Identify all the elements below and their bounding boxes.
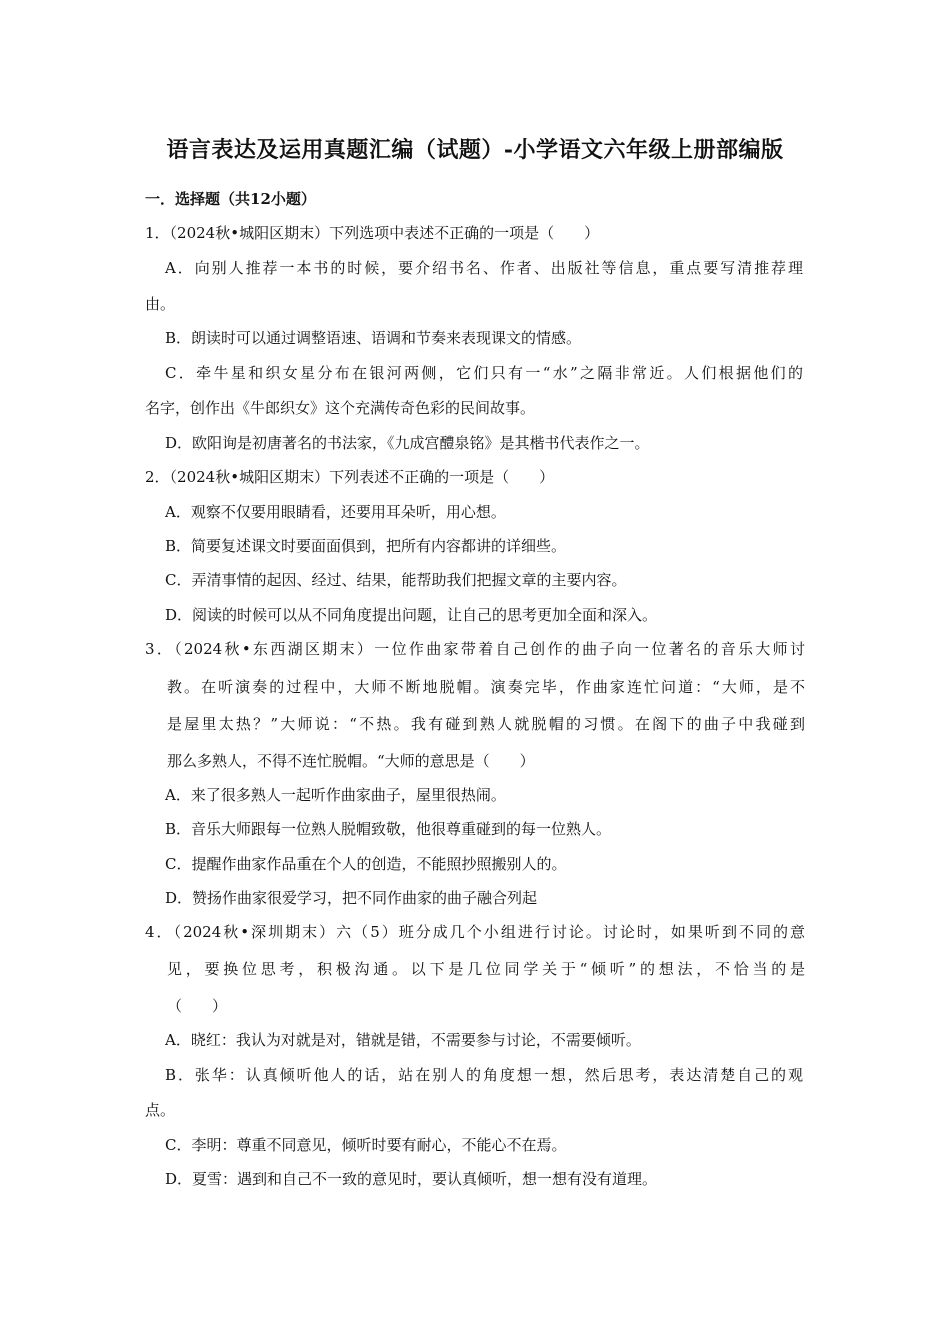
question-1-option-d: D．欧阳询是初唐著名的书法家，《九成宫醴泉铭》是其楷书代表作之一。 — [165, 434, 650, 452]
document-title: 语言表达及运用真题汇编（试题）-小学语文六年级上册部编版 — [166, 137, 784, 163]
question-4-option-c: C．李明：尊重不同意见，倾听时要有耐心，不能心不在焉。 — [165, 1136, 567, 1154]
question-3-stem-line-3: 是屋里太热？”大师说：“不热。我有碰到熟人就脱帽的习惯。在阁下的曲子中我碰到 — [167, 715, 805, 733]
question-3-stem-line-4: 那么多熟人，不得不连忙脱帽。“大师的意思是（ ） — [167, 752, 535, 770]
question-2-option-d: D．阅读的时候可以从不同角度提出问题，让自己的思考更加全面和深入。 — [165, 606, 658, 624]
question-3-option-d: D．赞扬作曲家很爱学习，把不同作曲家的曲子融合列起 — [165, 889, 538, 907]
question-4-stem-line-3: （ ） — [167, 997, 228, 1015]
question-2-option-a: A．观察不仅要用眼睛看，还要用耳朵听，用心想。 — [165, 503, 506, 521]
question-1-stem: 1．（2024秋•城阳区期末）下列选项中表述不正确的一项是（ ） — [145, 224, 600, 242]
question-2-option-b: B．简要复述课文时要面面俱到，把所有内容都讲的详细些。 — [165, 537, 567, 555]
question-4-stem-line-2: 见，要换位思考，积极沟通。以下是几位同学关于“倾听”的想法，不恰当的是 — [167, 960, 805, 978]
question-3-stem-line-2: 教。在听演奏的过程中，大师不断地脱帽。演奏完毕，作曲家连忙问道：“大师，是不 — [167, 678, 805, 696]
question-2-option-c: C．弄清事情的起因、经过、结果，能帮助我们把握文章的主要内容。 — [165, 571, 627, 589]
question-2-stem: 2．（2024秋•城阳区期末）下列表述不正确的一项是（ ） — [145, 468, 555, 486]
question-4-option-b: B．张华：认真倾听他人的话，站在别人的角度想一想，然后思考，表达清楚自己的观 — [165, 1066, 803, 1084]
question-4-stem-line-1: 4．（2024秋•深圳期末）六（5）班分成几个小组进行讨论。讨论时，如果听到不同的意 — [145, 923, 805, 941]
question-1-option-c-cont: 名字，创作出《牛郎织女》这个充满传奇色彩的民间故事。 — [145, 399, 536, 417]
question-4-option-b-cont: 点。 — [145, 1101, 176, 1119]
question-4-option-a: A．晓红：我认为对就是对，错就是错，不需要参与讨论，不需要倾听。 — [165, 1031, 641, 1049]
section-heading: 一．选择题（共12小题） — [145, 190, 316, 208]
question-4-option-d: D．夏雪：遇到和自己不一致的意见时，要认真倾听，想一想有没有道理。 — [165, 1170, 658, 1188]
question-1-option-a-cont: 由。 — [145, 295, 176, 313]
question-3-option-b: B．音乐大师跟每一位熟人脱帽致敬，他很尊重碰到的每一位熟人。 — [165, 820, 612, 838]
question-3-option-c: C．提醒作曲家作品重在个人的创造，不能照抄照搬别人的。 — [165, 855, 567, 873]
question-3-stem-line-1: 3．（2024秋•东西湖区期末）一位作曲家带着自己创作的曲子向一位著名的音乐大师讨 — [145, 640, 805, 658]
question-1-option-c: C．牵牛星和织女星分布在银河两侧，它们只有一“水”之隔非常近。人们根据他们的 — [165, 364, 803, 382]
question-1-option-a: A．向别人推荐一本书的时候，要介绍书名、作者、出版社等信息，重点要写清推荐理 — [165, 259, 803, 277]
question-1-option-b: B．朗读时可以通过调整语速、语调和节奏来表现课文的情感。 — [165, 329, 582, 347]
question-3-option-a: A．来了很多熟人一起听作曲家曲子，屋里很热闹。 — [165, 786, 506, 804]
